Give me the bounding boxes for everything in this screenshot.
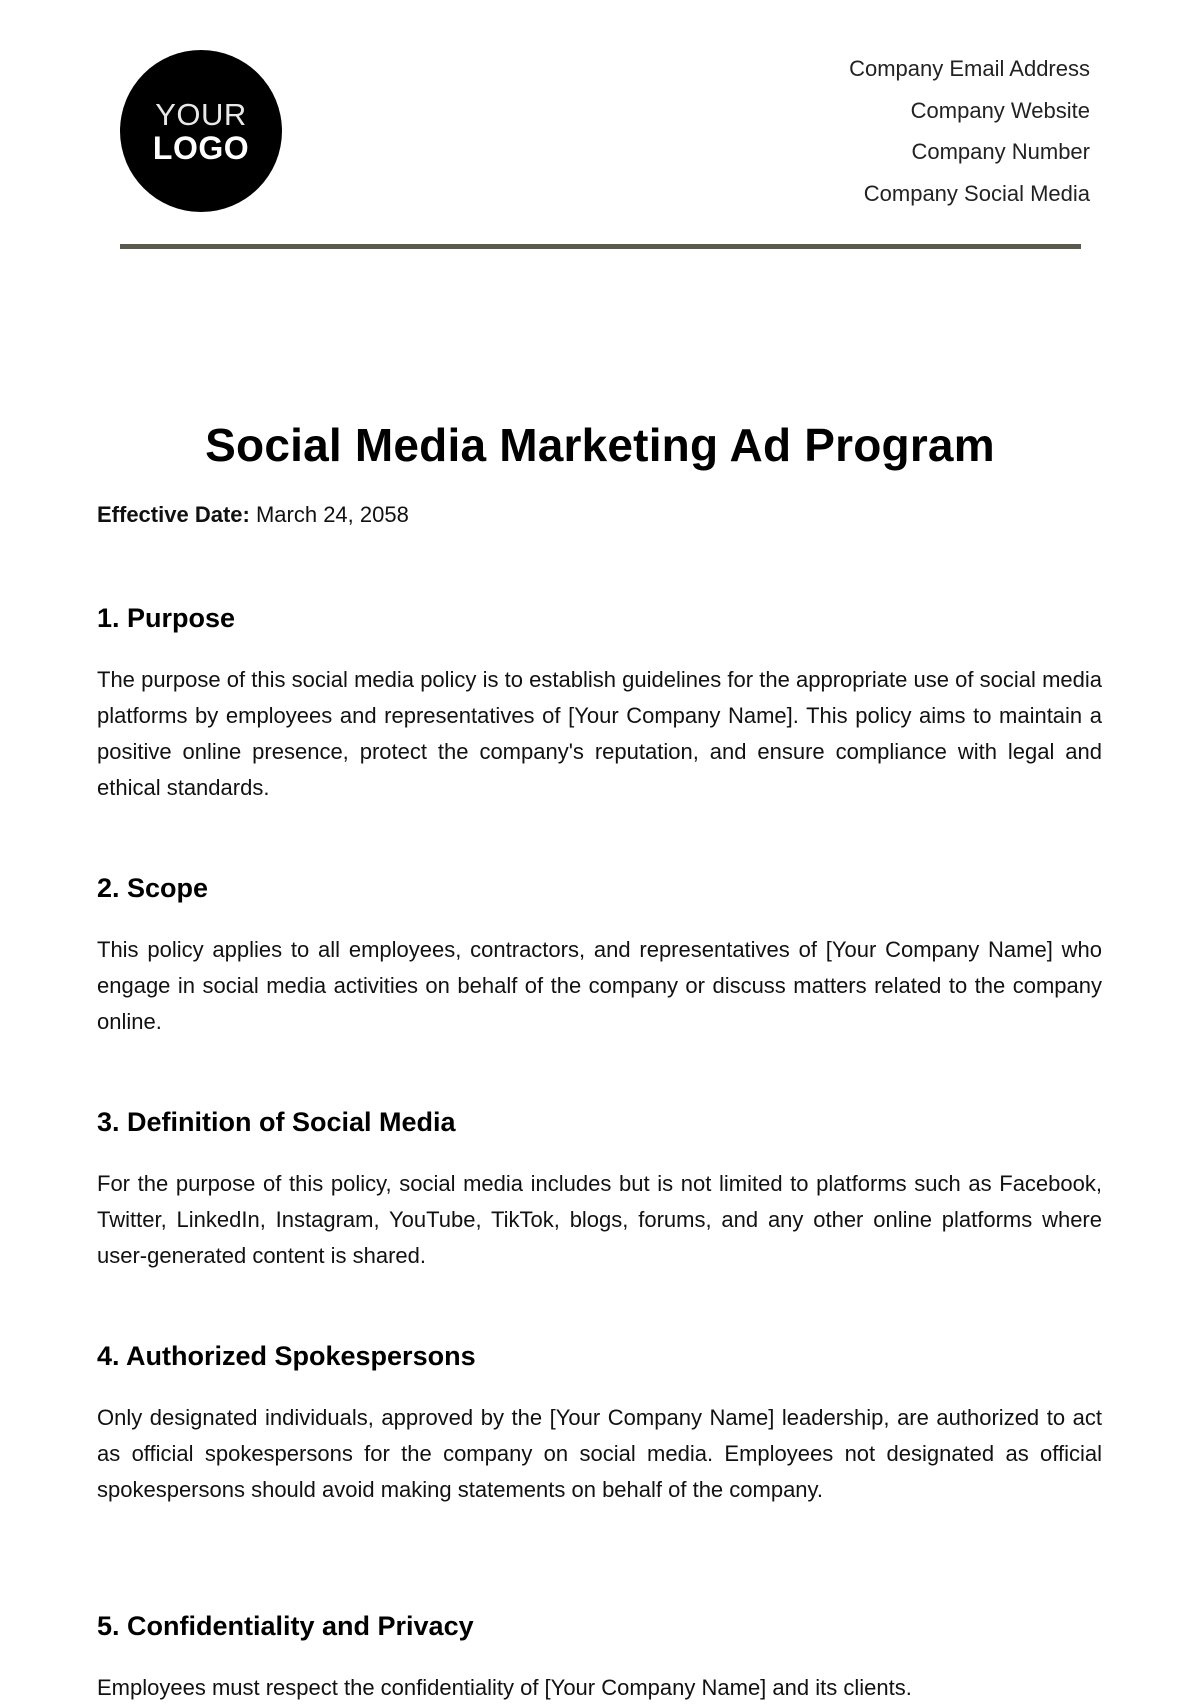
logo-line-2: LOGO (152, 129, 250, 166)
section-heading: 4. Authorized Spokespersons (97, 1341, 476, 1371)
section-purpose (97, 601, 1102, 806)
company-contact-block (849, 52, 1090, 218)
logo-line-1: YOUR (155, 96, 247, 132)
section-confidentiality (97, 1609, 1102, 1706)
section-definition (97, 1105, 1102, 1274)
company-social-media: Company Social Media (863, 180, 1090, 206)
company-website: Company Website (910, 97, 1090, 123)
document-title: Social Media Marketing Ad Program (205, 419, 995, 471)
header-divider (120, 244, 1081, 249)
section-heading: 3. Definition of Social Media (97, 1107, 456, 1137)
section-body: For the purpose of this policy, social media includes but is not limited to platforms such as Facebook, Twitter, LinkedIn, Instagram, YouTube, TikTok, blogs, forums, and any other online platforms where user-generated content is shared. (97, 1171, 1102, 1268)
company-number: Company Number (911, 139, 1090, 164)
effective-date-value: March 24, 2058 (249, 502, 409, 527)
section-heading: 2. Scope (97, 873, 209, 903)
section-heading: 1. Purpose (97, 603, 236, 633)
company-email: Company Email Address (849, 56, 1090, 81)
section-scope (97, 871, 1102, 1040)
section-body: Only designated individuals, approved by the [Your Company Name] leadership, are authorized to act as official spokespersons for the company on social media. Employees not designated as official spokespersons should avoid making statements on behalf of the company. (97, 1405, 1102, 1502)
section-body: This policy applies to all employees, contractors, and representatives of [Your Company Name] who engage in social media activities on behalf of the company or discuss matters related to the company online. (97, 937, 1102, 1034)
effective-date (97, 502, 409, 528)
section-heading: 5. Confidentiality and Privacy (97, 1611, 474, 1641)
section-body: The purpose of this social media policy is to establish guidelines for the appropriate use of social media platforms by employees and representatives of [Your Company Name]. This policy aims to maintain a positive online presence, protect the company's reputation, and ensure compliance with legal and ethical standards. (97, 667, 1102, 800)
section-body: Employees must respect the confidentiality of [Your Company Name] and its clients. (97, 1675, 912, 1700)
effective-date-label: Effective Date: (97, 502, 250, 527)
section-spokespersons (97, 1339, 1102, 1508)
company-logo (120, 50, 282, 212)
